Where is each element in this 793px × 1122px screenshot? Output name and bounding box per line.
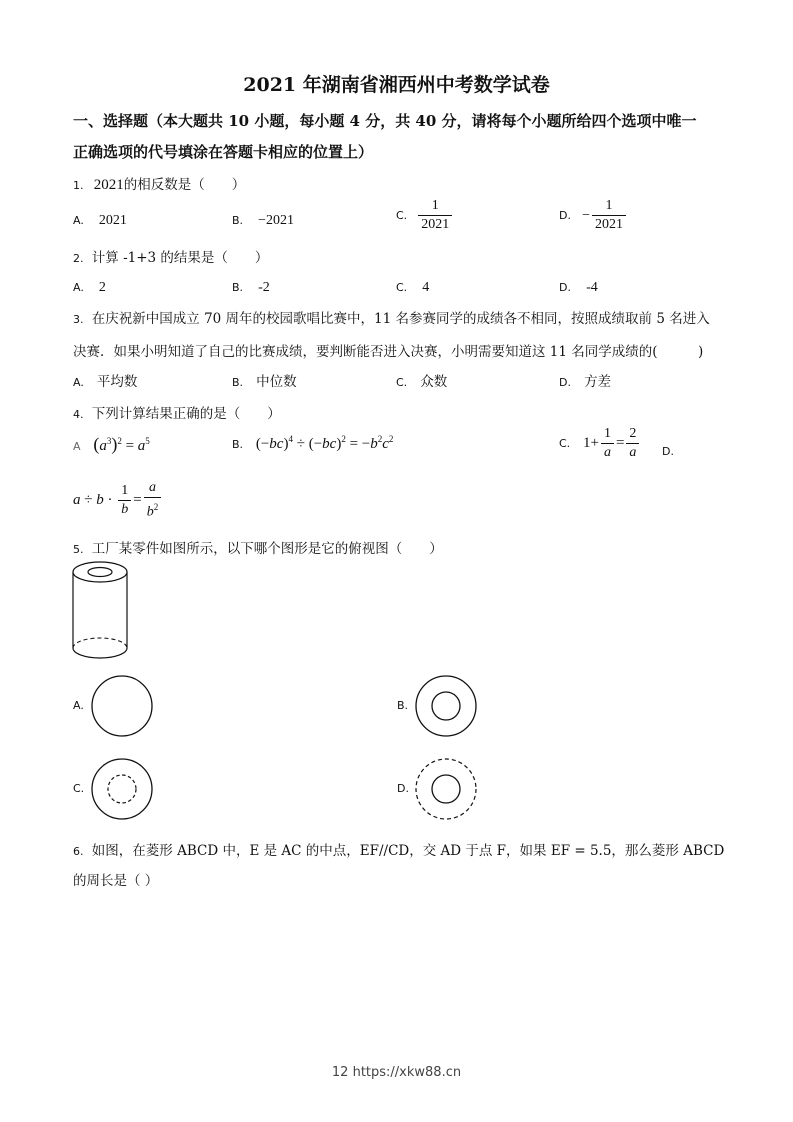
q4-option-b: B. $(-bc)^4 \div (-bc)^2 = -b^2c^2$ — [232, 434, 394, 452]
question-number: 5. — [73, 543, 84, 556]
option-label: C. — [559, 437, 571, 450]
option-label: A. — [73, 376, 84, 389]
q5-option-c-label: C. — [73, 782, 85, 795]
q4-option-a: A $(a^3)^2 = a^5$ — [73, 434, 150, 454]
q5-option-d-label: D. — [397, 782, 409, 795]
question-number: 3. — [73, 313, 84, 326]
q2-option-d — [559, 276, 598, 296]
q3-option-b — [232, 370, 297, 390]
question-6 — [73, 839, 724, 859]
question-stem: 的相反数是（ ） — [123, 177, 246, 193]
question-4 — [73, 402, 281, 422]
option-text: 4 — [422, 280, 430, 295]
q5-option-a-label: A. — [73, 699, 84, 712]
option-text: 2 — [98, 280, 106, 295]
question-3 — [73, 307, 710, 327]
tube-part-figure — [70, 560, 130, 664]
question-number: 6. — [73, 845, 84, 858]
q5-option-b-label: B. — [397, 699, 409, 712]
q1-option-c — [396, 197, 454, 234]
option-text: -4 — [586, 280, 598, 295]
q1-option-a — [73, 209, 127, 229]
option-label: D. — [662, 445, 674, 458]
q5-option-a-figure — [90, 674, 154, 738]
q5-option-b-figure — [414, 674, 478, 738]
option-label: B. — [232, 214, 244, 227]
q2-option-b — [232, 276, 270, 296]
section-header-line1: 一、选择题（本大题共 10 小题，每小题 4 分，共 40 分，请将每个小题所给四个选项中唯一 — [73, 112, 697, 130]
option-label: A — [73, 440, 81, 453]
q3-option-a — [73, 370, 137, 390]
question-value: 2021 — [93, 177, 124, 193]
option-label: D. — [559, 281, 571, 294]
option-text: 平均数 — [96, 374, 138, 390]
q4-option-d-label — [662, 440, 674, 459]
q2-option-a — [73, 276, 106, 296]
page-title: 2021 年湖南省湘西州中考数学试卷 — [243, 74, 550, 96]
option-text: 中位数 — [256, 374, 297, 390]
q4-option-d-expression: a ÷ b · $\frac{1}{b}$ = $\frac{a}{b^2}$ — [73, 479, 163, 522]
option-label: B. — [232, 438, 244, 451]
question-stem-line1: 在庆祝新中国成立 70 周年的校园歌唱比赛中，11 名参赛同学的成绩各不相同，按照成绩取前 5 名进入 — [91, 311, 710, 327]
fraction-denominator: 2021 — [592, 215, 626, 234]
option-label: C. — [396, 376, 408, 389]
q5-option-c-figure — [90, 757, 154, 821]
q1-option-d — [559, 197, 628, 234]
option-label: C. — [396, 281, 408, 294]
option-label: D. — [559, 376, 571, 389]
question-stem-line2: 决赛．如果小明知道了自己的比赛成绩，要判断能否进入决赛，小明需要知道这 11 名同学成绩的( ) — [73, 344, 704, 360]
q2-option-c — [396, 276, 429, 296]
q1-option-b — [232, 209, 294, 229]
option-label: B. — [232, 376, 244, 389]
question-number: 2. — [73, 252, 84, 265]
option-text: −2021 — [258, 213, 295, 228]
option-label: B. — [232, 281, 244, 294]
option-label: D. — [559, 209, 571, 222]
option-text: -2 — [258, 280, 270, 295]
q5-option-d-figure — [414, 757, 478, 821]
option-label: C. — [396, 209, 408, 222]
question-stem: 工厂某零件如图所示，以下哪个图形是它的俯视图（ ） — [91, 541, 443, 557]
fraction — [418, 197, 452, 234]
option-text: 2021 — [98, 213, 127, 228]
fraction-numerator: 1 — [431, 198, 439, 213]
fraction — [592, 197, 626, 234]
fraction-numerator: 1 — [605, 198, 613, 213]
option-text: 方差 — [584, 374, 612, 390]
option-label: A. — [73, 281, 84, 294]
question-number: 1. — [73, 179, 84, 192]
q3-option-c — [396, 370, 447, 390]
question-stem-line1: 如图，在菱形 ABCD 中，E 是 AC 的中点，EF//CD，交 AD 于点 F，如果 EF = 5.5，那么菱形 ABCD — [91, 843, 725, 859]
fraction-denominator: 2021 — [418, 215, 452, 234]
question-stem: 计算 -1+3 的结果是（ ） — [91, 250, 269, 266]
q3-option-d — [559, 370, 611, 390]
option-label: A. — [73, 214, 84, 227]
question-stem: 下列计算结果正确的是（ ） — [91, 406, 281, 422]
q4-option-c: C. 1+ $\frac{1}{a}$ = $\frac{2}{a}$ — [559, 425, 641, 462]
minus-sign: − — [582, 207, 590, 223]
question-1 — [73, 173, 245, 194]
option-text: 众数 — [420, 374, 448, 390]
section-header-line2: 正确选项的代号填涂在答题卡相应的位置上） — [73, 143, 374, 161]
page-footer: 12 https://xkw88.cn — [331, 1065, 462, 1080]
question-2 — [73, 246, 268, 266]
question-number: 4. — [73, 408, 84, 421]
question-5 — [73, 537, 443, 557]
question-stem-line2: 的周长是（ ） — [73, 873, 159, 889]
